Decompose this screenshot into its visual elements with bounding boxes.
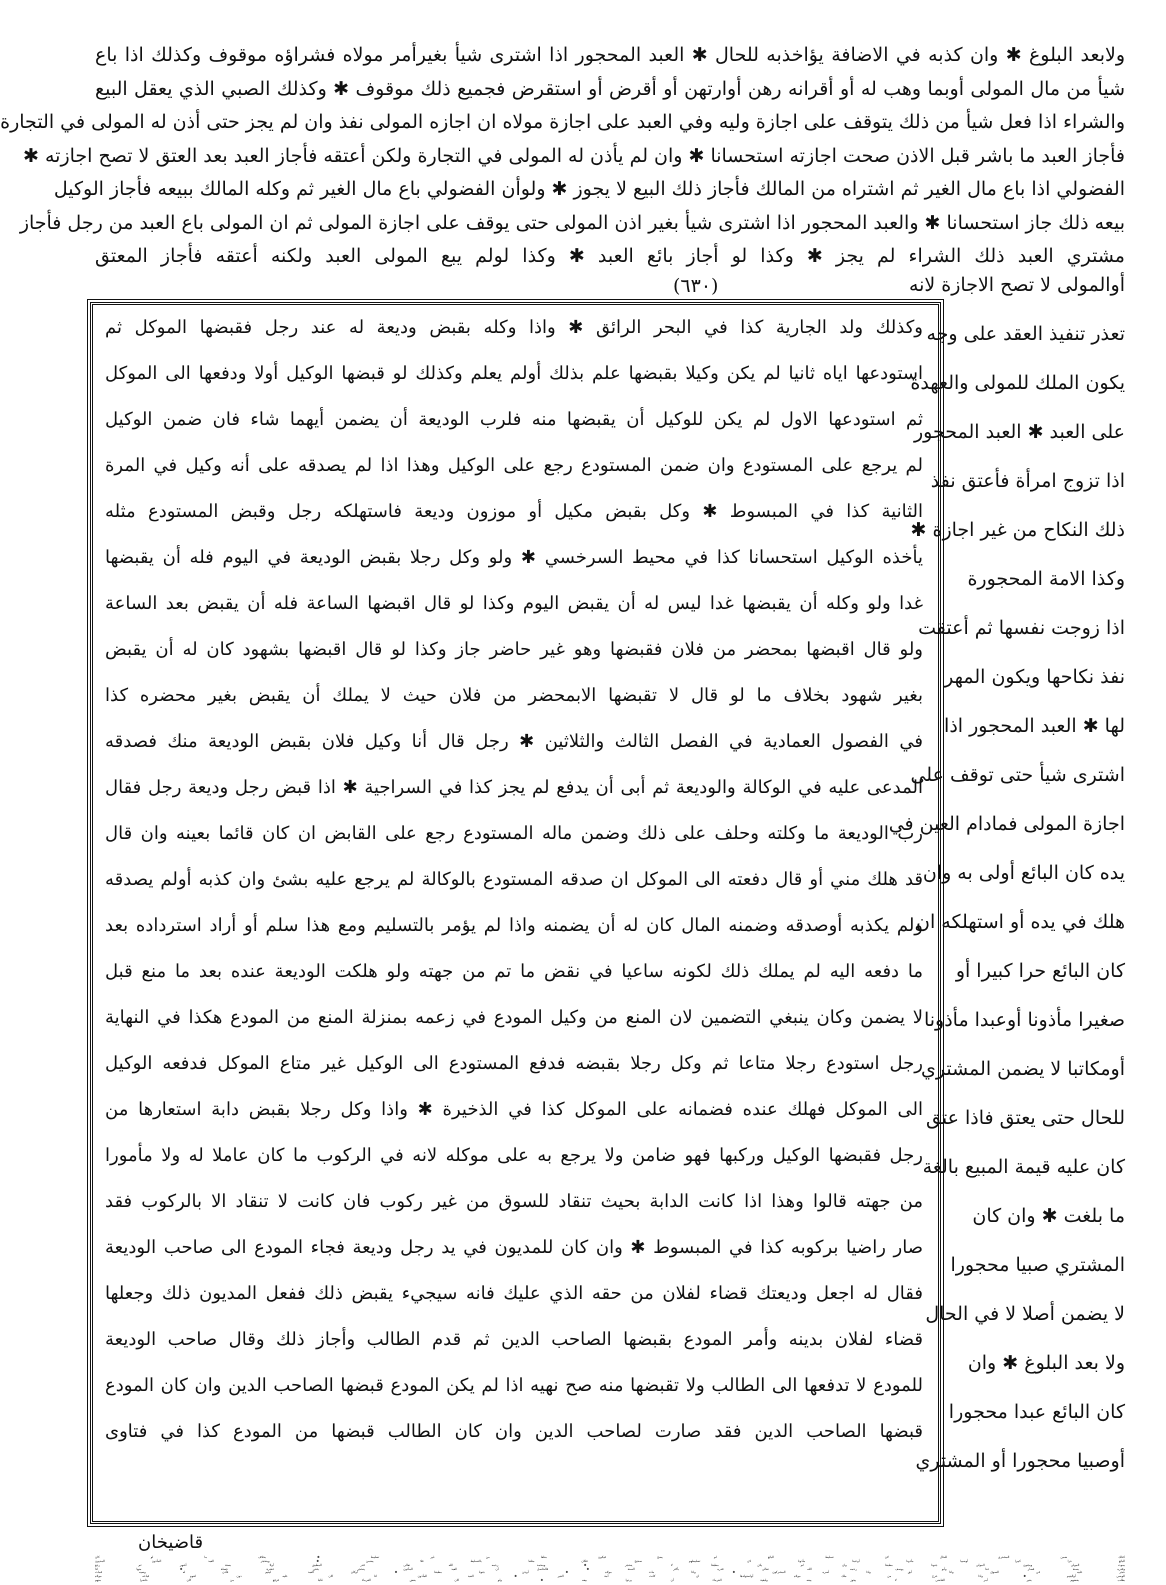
side-line-14: هلك في يده أو استهلكه ان: [916, 911, 1125, 933]
box-line-13: قد هلك مني أو قال دفعته الى الموكل ان صدقه المستودع بالوكالة لم يرجع عليه بشئ وان كذبه أولم يصدقه: [105, 869, 923, 890]
bottom-line-3: بموت المولى وبجنون المولى جنونا مطبقا وان لم يكن مطبقا لا ينحجر ✱ ومحمد رحمه الله تعالى قدر المطبق أولا بستة أشهر ثم رجع: [95, 1562, 1125, 1567]
side-line-18: للحال حتى يعتق فاذا عتق: [926, 1107, 1125, 1129]
side-line-19: كان عليه قيمة المبيع بالغة: [922, 1156, 1125, 1178]
side-line-3: يكون الملك للمولى والعهدة: [910, 372, 1125, 394]
bottom-line-2: البائع حرا كبيرا أوصبيا مأذونا أوعبدا مأذونا لان تسليطهم صحيح فكان متلفا بالتسليط فلا يضمن ✱ وينحجر العبد المأذون المديون: [95, 1558, 1125, 1563]
top-line-5: الفضولي اذا باع مال الغير ثم اشتراه من المالك فأجاز ذلك البيع لا يجوز ✱ ولوأن الفضولي باع مال الغير ثم وكله المالك ببيعه فأجاز الوكيل: [53, 178, 1125, 200]
side-line-16: صغيرا مأذونا أوعبدا مأذونا: [923, 1009, 1125, 1031]
side-line-1: أوالمولى لا تصح الاجازة لانه: [908, 274, 1125, 296]
side-line-15: كان البائع حرا كبيرا أو: [955, 960, 1125, 982]
top-line-6: بيعه ذلك جاز استحسانا ✱ والعبد المحجور اذا اشترى شيأ بغير اذن المولى حتى يوقف على اجازة المولى ثم ان المولى باع العبد من رجل فأجاز: [19, 211, 1125, 234]
side-line-25: أوصبيا محجورا أو المشتري: [915, 1450, 1125, 1472]
side-line-12: اجازة المولى فمادام العين في: [888, 813, 1125, 835]
box-line-17: رجل استودع رجلا متاعا ثم وكل رجلا بقبضه فدفع المستودع الى الوكيل غير متاع الموكل فدفعه الوكيل: [105, 1053, 923, 1074]
box-line-19: رجل فقبضها الوكيل وركبها فهو ضامن ولا يرجع به على موكله لانه في الركوب ما كان عاملا له ولا مأمورا: [105, 1145, 923, 1166]
top-line-4: فأجاز العبد ما باشر قبل الاذن صحت اجازته استحسانا ✱ وان لم يأذن له المولى في التجارة ولكن أعتقه فأجاز العبد بعد العتق لا تصح اجازته ✱: [23, 144, 1125, 167]
top-line-2: شيأ من مال المولى أوبما وهب له أو أقرانه رهن أوارتهن أو أقرض أو استقرض فجميع ذلك موقوف ✱ وكذلك الصبي الذي يعقل البيع: [95, 77, 1125, 100]
bottom-line-1: كذلك ضمن المشتري للحال لان تسليط البائع لم يصح فيكون متلفا من غير تسليط ✱ بخلاف ما لو كان: [95, 1555, 1125, 1559]
side-line-22: لا يضمن أصلا لا في الحال: [925, 1303, 1125, 1325]
box-line-8: ولو قال اقبضها بمحضر من فلان فقبضها وهو غير حاضر جاز وكذا لو قال اقبضها بشهود كان له أن يقبض: [105, 639, 923, 660]
bottom-line-5: حجر عليه في السوق واذا أبق واذا أسره المشركون ✱ واذا مات مولاه ✱ أوجن جنونا مطبقا ✱ أوكان العبد ليتيم فأذن له وصيه فمات: [95, 1570, 1125, 1575]
bottom-line-6: الوصي أواليتيم ✱ واذا خرج من ملك مولاه أواستولدها ان كانت أمة الغير ✱ العبد المأذون اذا كان عليه دون لقوم فباعه مولاه: [95, 1574, 1125, 1579]
box-line-23: قضاء لفلان بدينه وأمر المودع بقبضها الصاحب الدين ثم قدم الطالب وأجاز ذلك وقال صاحب الوديعة: [105, 1329, 923, 1350]
box-line-22: فقال له اجعل وديعتك قضاء لفلان من حقه الذي عليك فانه سيجيء يقبض ذلك ففعل المديون ذلك وجعلها: [105, 1283, 923, 1304]
box-line-12: رب الوديعة ما وكلته وحلف على ذلك وضمن ماله المستودع رجع على القابض ان كان قائما بعينه وان قال: [105, 823, 923, 844]
side-line-23: ولا بعد البلوغ ✱ وان: [967, 1352, 1125, 1374]
box-line-6: يأخذه الوكيل استحسانا كذا في محيط السرخسي ✱ ولو وكل رجلا بقبض الوديعة في اليوم فله أن يقبضها: [105, 547, 923, 568]
box-line-4: لم يرجع على المستودع وان ضمن المستودع رجع على الوكيل وهذا اذا لم يصدقه على أنه وكيل في المرة: [105, 455, 923, 476]
side-line-7: وكذا الامة المحجورة: [967, 568, 1125, 590]
box-line-15: ما دفعه اليه لم يملك ذلك لكونه ساعيا في نقض ما تم من جهته ولو هلكت الوديعة عنده بعد ما منع قبل: [105, 961, 923, 982]
side-line-20: ما بلغت ✱ وان كان: [972, 1205, 1125, 1227]
box-line-9: بغير شهود بخلاف ما لو قال لا تقبضها الابمحضر من فلان حيث لا يملك أن يقبض بغير محضره كذا: [105, 685, 923, 706]
box-line-21: صار راضيا بركوبه كذا في المبسوط ✱ وان كان للمديون في يد رجل وديعة فجاء المودع الى صاحب الوديعة: [105, 1237, 923, 1258]
side-line-13: يده كان البائع أولى به وان: [922, 862, 1125, 884]
side-line-4: على العبد ✱ العبد المحجور: [914, 421, 1125, 443]
box-line-11: المدعى عليه في الوكالة والوديعة ثم أبى أن يدفع لم يجز كذا في السراجية ✱ اذا قبض رجل وديعة رجل فقال: [105, 777, 923, 798]
box-line-14: ولم يكذبه أوصدقه وضمنه المال كان له أن يضمنه واذا لم يؤمر بالتسليم ومع هذا سلم أو أراد استرداده بعد: [105, 915, 923, 936]
side-line-11: اشترى شيأ حتى توقف على: [910, 764, 1125, 786]
side-line-9: نفذ نكاحها ويكون المهر: [944, 666, 1125, 688]
box-line-24: للمودع لا تدفعها الى الطالب ولا تقبضها منه صح نهيه اذا لم يكن المودع قبضها الصاحب الدين وان كان المودع: [105, 1375, 923, 1396]
box-line-2: استودعها اياه ثانيا لم يكن وكيلا بقبضها علم بذلك أولم يعلم وكذلك لو قبضها الوكيل أولا ودفعها الى الموكل: [105, 363, 923, 384]
side-line-10: لها ✱ العبد المحجور اذا: [944, 715, 1125, 737]
page-number: (٦٣٠): [673, 275, 719, 297]
box-line-20: من جهته قالوا وهذا اذا كانت الدابة بحيث تنقاد للسوق من غير ركوب فان كانت لا تنقاد الا بالركوب فقد: [105, 1191, 923, 1212]
side-line-6: ذلك النكاح من غير اجازة ✱: [910, 519, 1125, 541]
box-line-3: ثم استودعها الاول لم يكن للوكيل أن يقبضها منه فلرب الوديعة أن يضمن أيهما شاء فان ضمن الوكيل: [105, 409, 923, 430]
box-line-5: الثانية كذا في المبسوط ✱ وكل بقبض مكيل أو موزون وديعة فاستهلكه رجل وقبض المستودع مثله: [105, 501, 924, 522]
box-line-7: غدا ولو وكله أن يقبضها غدا ليس له أن يقبض اليوم وكذا لو قال اقبضها الساعة فله أن يقبض بعد الساعة: [105, 593, 923, 614]
side-line-17: أومكاتبا لا يضمن المشتري: [921, 1058, 1125, 1080]
top-line-1: ولابعد البلوغ ✱ وان كذبه في الاضافة يؤاخذبه للحال ✱ العبد المحجور اذا اشترى شيأ بغيرأمر مولاه فشراؤه موقوف وكذلك اذا باع: [95, 44, 1125, 66]
top-line-7: مشتري العبد ذلك الشراء لم يجز ✱ وكذا لو أجاز بائع العبد ✱ وكذا لولم يبع المولى العبد ولكنه أعتقه فأجاز المعتق: [95, 245, 1125, 267]
bottom-line-7: بطلب بعضهم بغير أمر القاضي لا يجوز بيعه ولبقية الغرماء أن يردوا بيعه ✱ ولو كان بعض الغرماء غائبا فرفع من كان حاضرا منهم: [95, 1578, 1125, 1583]
side-line-8: اذا زوجت نفسها ثم أعتقت: [918, 617, 1125, 639]
catchword-qadikhan: قاضيخان: [138, 1532, 204, 1553]
side-line-21: المشتري صبيا محجورا: [950, 1254, 1125, 1276]
box-line-25: قبضها الصاحب الدين فقد صارت لصاحب الدين وان كان الطالب قبضها من المودع كذا في فتاوى: [105, 1421, 923, 1442]
box-line-18: الى الموكل فهلك عنده فضمانه على الموكل كذا في الذخيرة ✱ واذا وكل رجلا بقبض دابة استعارها من: [105, 1099, 923, 1120]
bottom-line-4: وقدره بسنة فصار عدا وأبو يوسف رحمه الله تعالى قدره بأكثر السنة ✱ فالحاصل أن العبد المأذون ينحجر بثنتي عشرة خصلة ✱ منها اذا: [95, 1566, 1125, 1571]
box-line-10: في الفصول العمادية في الفصل الثالث والثلاثين ✱ رجل قال أنا وكيل فلان بقبض الوديعة منك فصدقه: [105, 731, 923, 752]
side-line-5: اذا تزوج امرأة فأعتق نفذ: [930, 470, 1125, 492]
top-line-3: والشراء اذا فعل شيأ من ذلك يتوقف على اجازة وليه وفي العبد على اجازة مولاه ان اجازه المولى نفذ وان لم يجز حتى أذن له المولى في التجارة: [0, 111, 1125, 133]
side-line-2: تعذر تنفيذ العقد على وجه: [926, 323, 1125, 345]
side-line-24: كان البائع عبدا محجورا: [948, 1401, 1125, 1423]
box-line-16: لا يضمن وكان ينبغي التضمين لان المنع من وكيل المودع في زعمه بمنزلة المنع من المودع هكذا في النهاية: [105, 1007, 923, 1028]
box-line-1: وكذلك ولد الجارية كذا في البحر الرائق ✱ واذا وكله بقبض وديعة له عند رجل فقبضها الموكل ثم: [105, 317, 923, 338]
